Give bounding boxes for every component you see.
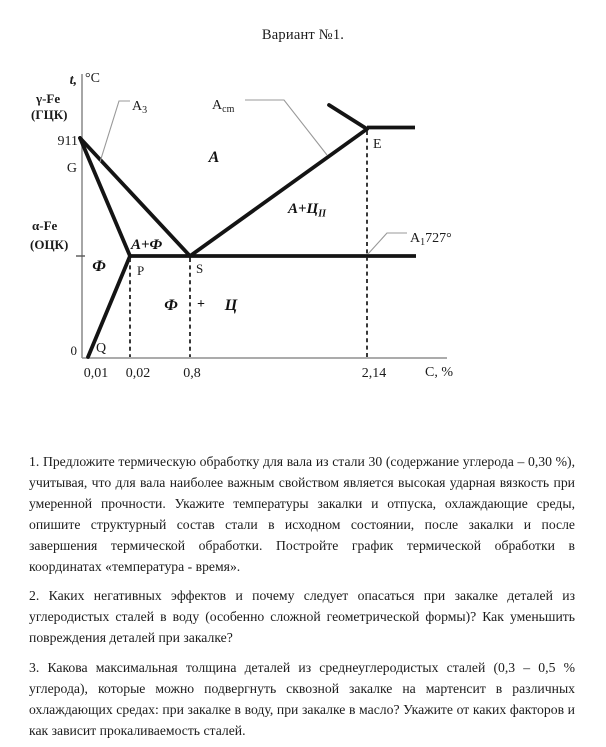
gamma-fe-label: γ-Fe <box>36 91 61 106</box>
x-tick-002: 0,02 <box>125 366 151 381</box>
region-ferrite-cementite-c-label: Ц <box>224 297 238 314</box>
acm-line-label: $A_{cm}$ <box>212 98 235 115</box>
question-3: 3. Какова максимальная толщина деталей из среднеуглеродистых сталей (0,3 – 0,5 % углерода), которые можно подвергнуть сквозной закалке на мартенсит в различных охлаждающих средах: при закалке в воду, при закалке в масло? Укажите от каких факторов и как зависит прокаливаемость сталей. <box>29 660 575 738</box>
x-axis-carbon-label: C, % <box>425 365 453 380</box>
tick-911-label: 911 <box>57 134 78 149</box>
x-tick-08: 0,8 <box>183 366 201 381</box>
region-austenite-label: А <box>208 149 220 166</box>
region-austenite-cementite-label: $А+Ц_{II}$ <box>288 201 327 220</box>
question-1: 1. Предложите термическую обработку для вала из стали 30 (содержание углерода – 0,30 %), учитывая, что для вала наиболее важным свойством является высокая ударная вязкость при умеренной прочности. Укажите температуры закалки и отпуска, охлаждающие среды, опишите структурный состав стали в исходном состоянии, после закалки и после завершения термической обработки. Постройте график термической обработки в координатах «температура - время». <box>29 454 575 574</box>
point-s-label: S <box>196 261 204 276</box>
point-e-label: E <box>373 137 382 152</box>
alpha-lattice-label: (ОЦК) <box>30 237 69 252</box>
region-austenite-ferrite-label: А+Ф <box>131 237 163 253</box>
page-title: Вариант №1. <box>261 27 345 43</box>
celsius-axis-label: °C <box>85 71 100 86</box>
region-plus-sign: + <box>197 297 205 312</box>
temperature-axis-label: t, <box>69 73 77 88</box>
a1-leader-line <box>368 233 407 254</box>
line-gp <box>80 138 130 256</box>
x-tick-001: 0,01 <box>83 366 109 381</box>
region-ferrite-cementite-f-label: Ф <box>164 297 178 314</box>
questions-block <box>29 452 575 747</box>
gamma-lattice-label: (ГЦК) <box>31 107 68 122</box>
a3-line-label: $A_3$ <box>132 99 148 116</box>
question-2: 2. Каких негативных эффектов и почему следует опасаться при закалке деталей из углеродистых сталей в воду (особенно сложной геометрической формы)? Как уменьшить повреждения деталей при закалке? <box>29 588 575 646</box>
point-p-label: P <box>137 263 145 278</box>
alpha-fe-label: α-Fe <box>32 218 58 233</box>
point-q-label: Q <box>96 341 107 356</box>
x-tick-214: 2,14 <box>361 366 387 381</box>
line-je <box>329 105 367 129</box>
point-g-label: G <box>66 161 77 176</box>
a1-727-label: $A_1727^\circ$ <box>410 231 452 248</box>
a3-leader-line <box>100 101 130 162</box>
region-ferrite-label: Ф <box>92 258 106 275</box>
acm-leader-line <box>245 100 327 155</box>
tick-zero-label: 0 <box>70 343 77 358</box>
